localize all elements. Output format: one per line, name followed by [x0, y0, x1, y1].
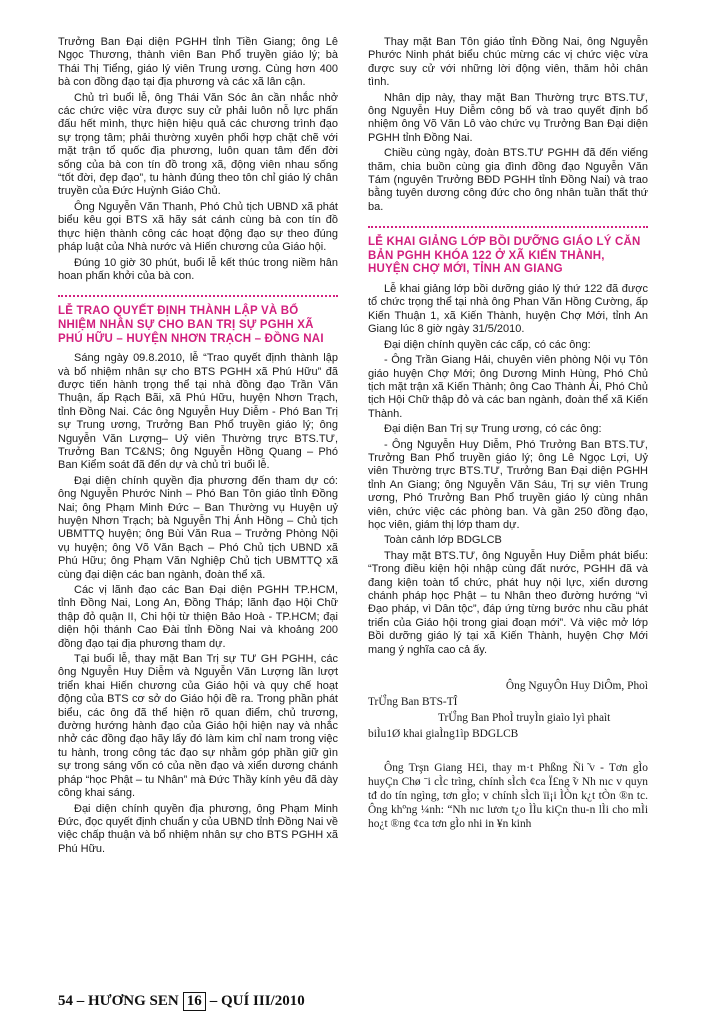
paragraph: Ông Trşn Giang H£i, thay m·t Phßng Ñi ̃v - Tơn gÌo huyÇn Chø ˉi cÌc trìng, chính sÌch ¢ca Ï£ng ̃v Nh nıc v quyn tđ do tín ngìng, tơn gÌo; v chính sÌch ïi¡i ÌÒn k¿t tÒn ®n tc. Ông khºng ¼nh: “Nh nıc lươn t¿o ÌÌu kiÇn thu-n lÌi cho mÌi ho¿t ®ng ¢ca tơn gÌo nhi in ¥n kinh [368, 762, 648, 831]
section-heading: LỄ KHAI GIẢNG LỚP BỒI DƯỠNG GIÁO LÝ CĂN BẢN PGHH KHÓA 122 Ở XÃ KIẾN THÀNH, HUYỆN CHỢ MỚI, TỈNH AN GIANG [368, 226, 648, 277]
paragraph: - Ông Nguyễn Huy Diễm, Phó Trưởng Ban BTS.TƯ, Trưởng Ban Phổ truyền giáo lý; ông Lê Ngọc Lợi, Uỷ viên Thường trực BTS.TƯ, Trưởng Ban Đại diện PGHH tỉnh An Giang; ông Nguyễn Văn Sáu, Trị sự viên Trung ương, Phó Trưởng Ban Phổ truyền giáo lý cùng nhân viên, chức việc các phòng ban. Và gần 250 đồng đạo, học viên, giám thị lớp tham dự. [368, 438, 648, 531]
issue-number-box: 16 [183, 992, 206, 1011]
page-footer [58, 992, 305, 1011]
footer-right: – QUÍ III/2010 [209, 993, 305, 1009]
caption-line: biÌu1Ø khai giaÌng1ìp BDGLCB [368, 728, 519, 741]
paragraph: Đại diện chính quyền địa phương, ông Phạm Minh Đức, đọc quyết định chuẩn y của UBND tỉnh Đồng Nai về việc chấp thuận và bổ nhiệm nhân sự cho BTS PGHH xã Phú Hữu. [58, 802, 338, 855]
paragraph: - Ông Trần Giang Hải, chuyên viên phòng Nội vụ Tôn giáo huyện Chợ Mới; ông Dương Minh Hùng, Phó Chủ tịch mặt trận xã Kiến Thành; ông Cao Thành Ái, Phó Chủ tịch Hội Chữ thập đỏ và các ban ngành, đoàn thể xã Kiến Thành. [368, 354, 648, 420]
paragraph: Chủ trì buổi lễ, ông Thái Văn Sóc ân cần nhắc nhở các chức việc vừa được suy cử phải luôn nỗ lực phấn đấu hết mình, thực hiện hiệu quả các chương trình đạo sự trọng tâm; phải thường xuyên phối hợp chặt chẽ với mặt trận tổ quốc địa phương, luôn quan tâm đến đời sống của bà con tín đồ trong xã, động viên nhau sống “tốt đời, đẹp đạo”, tu hành đúng theo tôn chỉ giáo lý chân truyền của Đức Huỳnh Giáo Chủ. [58, 91, 338, 198]
paragraph: Trưởng Ban Đại diện PGHH tỉnh Tiền Giang; ông Lê Ngọc Thương, thành viên Ban Phổ truyền giáo lý; bà Thái Thị Tiểng, giáo lý viên Trung ương. Cùng hơn 400 bà con đồng đạo tại địa phương và các xã lân cận. [58, 36, 338, 89]
section-heading: LỄ TRAO QUYẾT ĐỊNH THÀNH LẬP VÀ BỔ NHIỆM NHÂN SỰ CHO BAN TRỊ SỰ PGHH XÃ PHÚ HỮU – HUYỆN NHƠN TRẠCH – ĐỒNG NAI [58, 295, 338, 346]
paragraph: Tại buổi lễ, thay mặt Ban Trị sự TƯ GH PGHH, các ông Nguyễn Huy Diễm và Nguyễn Văn Lượng lần lượt triển khai Hiến chương của Giáo hội và quy chế hoạt động của BTS cơ sở do Giáo hội đề ra. Trong phần phát biểu, các ông đã thể hiện rõ quan điểm, chủ trương, đường hướng hành đạo của Giáo hội hiện nay và nhắc nhở các đồng đạo hãy lấy đó làm kim chỉ nam trong việc tu hành, trong công tác đạo sự nhằm góp phần giữ gìn sự trong sáng vốn có của nền đạo và xiển dương chánh pháp “học Phật – tu Nhân” mà Đức Thầy kính yêu đã dày công khai sáng. [58, 653, 338, 800]
paragraph: Chiều cùng ngày, đoàn BTS.TƯ PGHH đã đến viếng thăm, chia buồn cùng gia đình đồng đạo Nguyễn Văn Tám (nguyên Trưởng BĐD PGHH tỉnh Đồng Nai) và trao bằng tuyên dương công đức cho ông nhân tuần thất thứ ba. [368, 147, 648, 213]
paragraph: Đúng 10 giờ 30 phút, buổi lễ kết thúc trong niềm hân hoan phấn khởi của bà con. [58, 256, 338, 282]
caption-line: TrÜ̉ng Ban PhoÌ truyÌn giaìo lyì phaìt [438, 712, 611, 725]
left-column [58, 36, 338, 858]
paragraph: Đại diện chính quyền các cấp, có các ông: [384, 338, 591, 351]
paragraph: Ông Nguyễn Văn Thanh, Phó Chủ tịch UBND xã phát biểu kêu gọi BTS xã hãy sát cánh cùng bà con tín đồ thực hiện thành công các hoạt động đạo sự theo đúng pháp luật của Nhà nước và Hiến chương của Giáo hội. [58, 200, 338, 254]
caption-line: TrÜ̉ng Ban BTS-TÎ [368, 696, 458, 709]
paragraph: Nhân dịp này, thay mặt Ban Thường trực BTS.TƯ, ông Nguyễn Huy Diễm công bố và trao quyết định bổ nhiệm ông Võ Văn Lô vào chức vụ Trưởng Ban Đại diện PGHH tỉnh Đồng Nai. [368, 91, 648, 144]
paragraph: Đại diện chính quyền địa phương đến tham dự có: ông Nguyễn Phước Ninh – Phó Ban Tôn giáo tỉnh Đồng Nai; ông Phạm Minh Đức – Ban Thường vụ Huyện uỷ huyện Nhơn Trạch; bà Nguyễn Thị Ánh Hồng – Chủ tịch UBMTTQ huyện; ông Bùi Văn Rua – Trưởng Phòng Nội vụ huyện; ông Võ Văn Bạch – Phó Chủ tịch UBND xã Phú Hữu; ông Phạm Văn Nghiệp Chủ tịch UBMTTQ xã cùng đại diện các ban ngành, đoàn thể xã. [58, 474, 338, 581]
photo-caption: Toàn cảnh lớp BDGLCB [384, 534, 502, 547]
paragraph: Thay mặt Ban Tôn giáo tỉnh Đồng Nai, ông Nguyễn Phước Ninh phát biểu chúc mừng các vị chức việc vừa được suy cử với những lời động viên, thăm hỏi chân tình. [368, 36, 648, 89]
paragraph: Lễ khai giảng lớp bồi dưỡng giáo lý thứ 122 đã được tổ chức trọng thể tại nhà ông Phan Văn Hồng Cường, ấp Kiến Thuận 1, xã Kiến Thành, huyện Chợ Mới, tỉnh An Giang lúc 8 giờ ngày 31/5/2010. [368, 283, 648, 336]
paragraph: Thay mặt BTS.TƯ, ông Nguyễn Huy Diễm phát biểu: “Trong điều kiện hội nhập cùng đất nước, PGHH đã và đang kiện toàn tổ chức, phát huy nội lực, xiển dương chánh pháp học Phật – tu Nhân theo đường hướng “vì Đạo pháp, vì Dân tộc”, đáp ứng từng bước nhu cầu phát triển của Giáo hội trong giai đoạn mới”. Và việc mở lớp Bồi dưỡng giáo lý tại xã Kiến Thành, huyện Chợ Mới mang ý nghĩa cao cả ấy. [368, 549, 648, 656]
paragraph: Đại diện Ban Trị sự Trung ương, có các ông: [384, 423, 602, 436]
paragraph: Sáng ngày 09.8.2010, lễ “Trao quyết định thành lập và bổ nhiệm nhân sự cho BTS PGHH xã Phú Hữu” đã được tiến hành trọng thể tại nhà đồng đạo Trần Văn Thuận, ấp Rạch Bãi, xã Phú Hữu, huyện Nhơn Trạch, tỉnh Đồng Nai. Các ông Nguyễn Huy Diễm - Phó Ban Trị sự Trung ương, Trưởng Ban Phổ truyền giáo lý; ông Nguyễn Văn Lượng– Uỷ viên Thường trực BTS.TƯ, Trưởng Ban TC&NS; ông Nguyễn Hồng Quang – Phó Ban Kiểm soát đã đến dự và chủ trì buổi lễ. [58, 352, 338, 472]
footer-left: 54 – HƯƠNG SEN [58, 993, 179, 1009]
paragraph: Các vị lãnh đạo các Ban Đại diện PGHH TP.HCM, tỉnh Đồng Nai, Long An, Đồng Tháp; lãnh đạo Hội Chữ thập đỏ quận II, Chi hội từ thiện Bảo Hoà - TP.HCM; đại diện hội thánh Cao Đài tỉnh Đồng Nai và khoảng 200 đồng đạo tại địa phương tham dự. [58, 584, 338, 650]
right-column [368, 36, 648, 833]
garbled-text-block [368, 679, 648, 831]
caption-line: Ông NguyÔn Huy DiÔm, Phoì [505, 680, 648, 693]
